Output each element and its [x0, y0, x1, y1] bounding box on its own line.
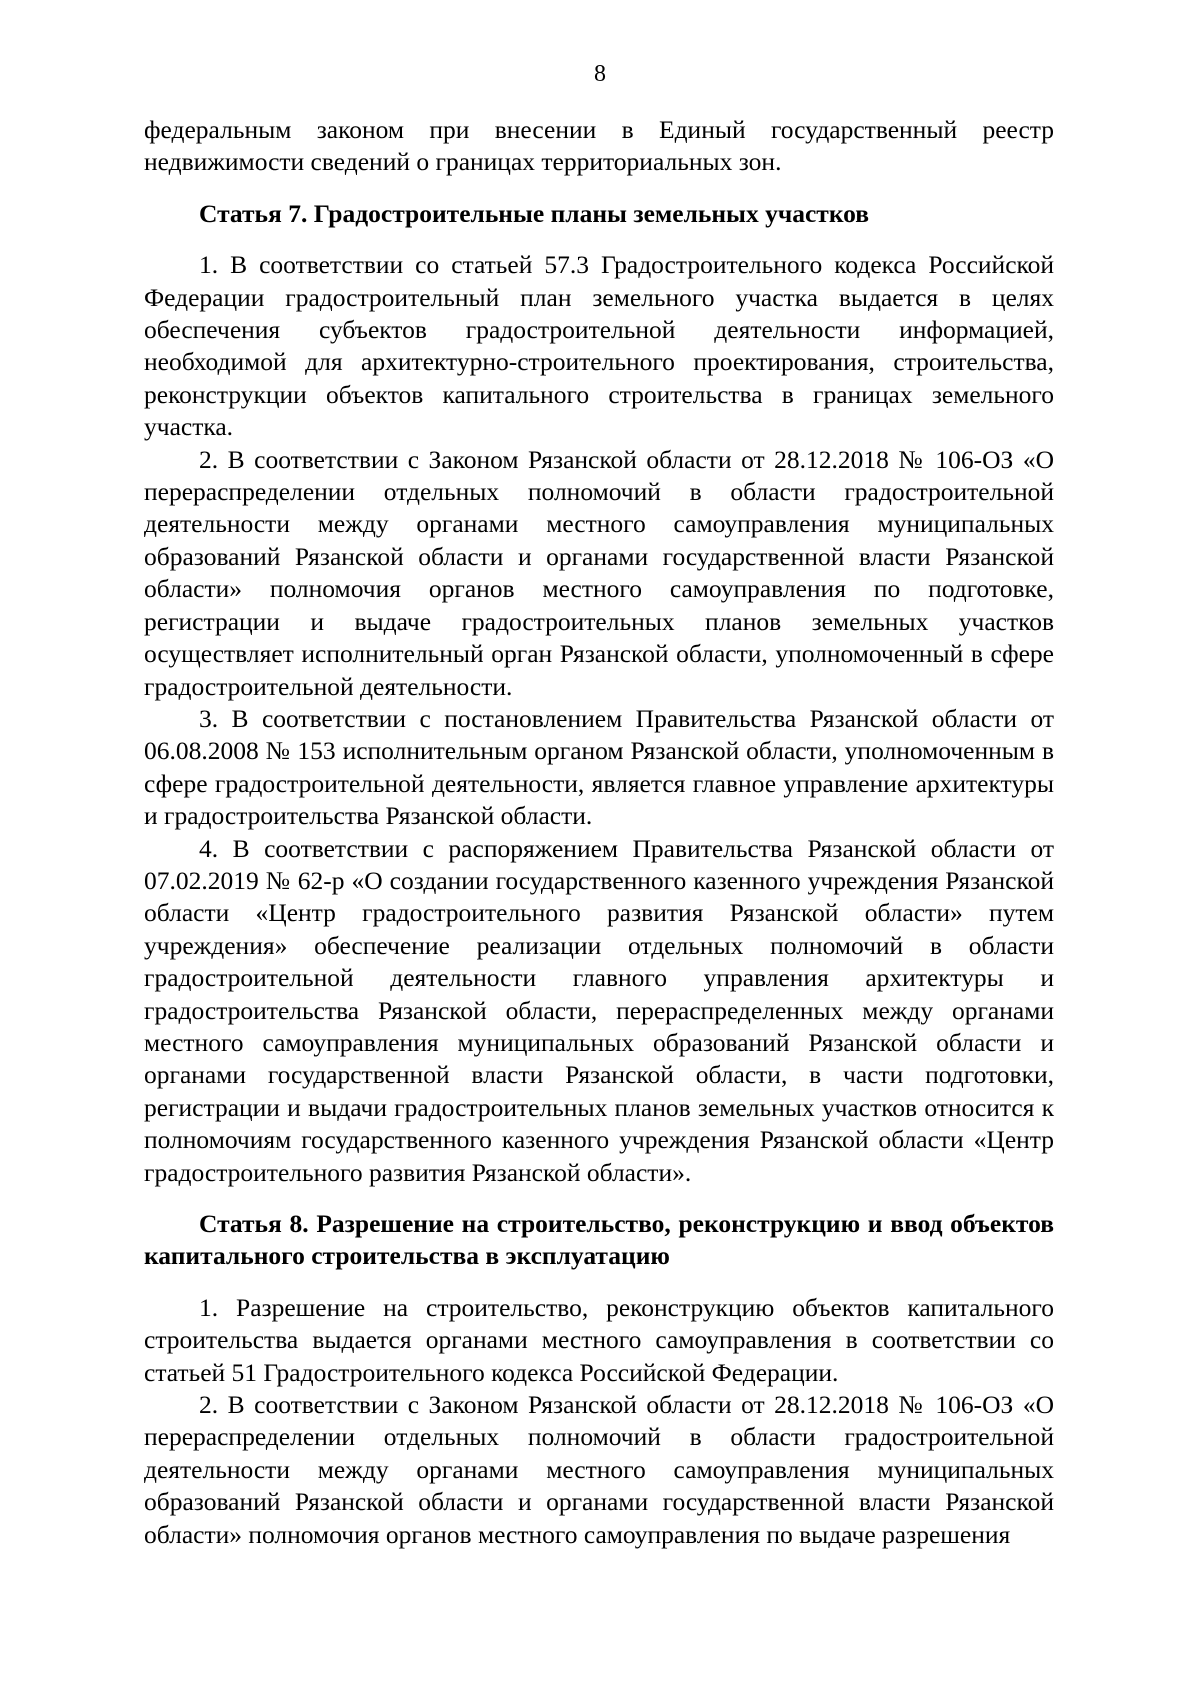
article-7-paragraph-3: 3. В соответствии с постановлением Правительства Рязанской области от 06.08.2008 № 153 исполнительным органом Рязанской области, уполномоченным в сфере градостроительной деятельности, является главное управление архитектуры и градостроительства Рязанской области. — [144, 703, 1054, 831]
page-number: 8 — [594, 61, 606, 87]
article-8-section — [144, 1208, 1054, 1551]
article-7-heading: Статья 7. Градостроительные планы земельных участков — [199, 198, 870, 228]
article-7-paragraph-4: 4. В соответствии с распоряжением Правительства Рязанской области от 07.02.2019 № 62-р «О создании государственного казенного учреждения Рязанской области «Центр градостроительного развития Рязанской области» путем учреждения» обеспечение реализации отдельных полномочий в области градостроительной деятельности главного управления архитектуры и градостроительства Рязанской области, перераспределенных между органами местного самоуправления муниципальных образований Рязанской области и органами государственной власти Рязанской области, в части подготовки, регистрации и выдачи градостроительных планов земельных участков относится к полномочиям государственного казенного учреждения Рязанской области «Центр градостроительного развития Рязанской области». — [144, 833, 1054, 1187]
article-8-paragraph-1: 1. Разрешение на строительство, реконструкцию объектов капитального строительства выдается органами местного самоуправления в соответствии со статьей 51 Градостроительного кодекса Российской Федерации. — [144, 1292, 1054, 1387]
article-7-paragraph-1: 1. В соответствии со статьей 57.3 Градостроительного кодекса Российской Федерации градостроительный план земельного участка выдается в целях обеспечения субъектов градостроительной деятельности информацией, необходимой для архитектурно-строительного проектирования, строительства, реконструкции объектов капитального строительства в границах земельного участка. — [144, 250, 1054, 442]
article-7-paragraph-2: 2. В соответствии с Законом Рязанской области от 28.12.2018 № 106-ОЗ «О перераспределении отдельных полномочий в области градостроительной деятельности между органами местного самоуправления муниципальных образований Рязанской области и органами государственной власти Рязанской области» полномочия органов местного самоуправления по подготовке, регистрации и выдаче градостроительных планов земельных участков осуществляет исполнительный орган Рязанской области, уполномоченный в сфере градостроительной деятельности. — [144, 444, 1054, 701]
article-8-paragraph-2: 2. В соответствии с Законом Рязанской области от 28.12.2018 № 106-ОЗ «О перераспределении отдельных полномочий в области градостроительной деятельности между органами местного самоуправления муниципальных образований Рязанской области и органами государственной власти Рязанской области» полномочия органов местного самоуправления по выдаче разрешения — [144, 1390, 1054, 1549]
intro-paragraph: федеральным законом при внесении в Единый государственный реестр недвижимости сведений о границах территориальных зон. — [144, 115, 1054, 177]
document-body — [144, 114, 1054, 1551]
article-8-heading: Статья 8. Разрешение на строительство, реконструкцию и ввод объектов капитального строительства в эксплуатацию — [144, 1209, 1054, 1271]
article-7-section — [144, 198, 1054, 1189]
